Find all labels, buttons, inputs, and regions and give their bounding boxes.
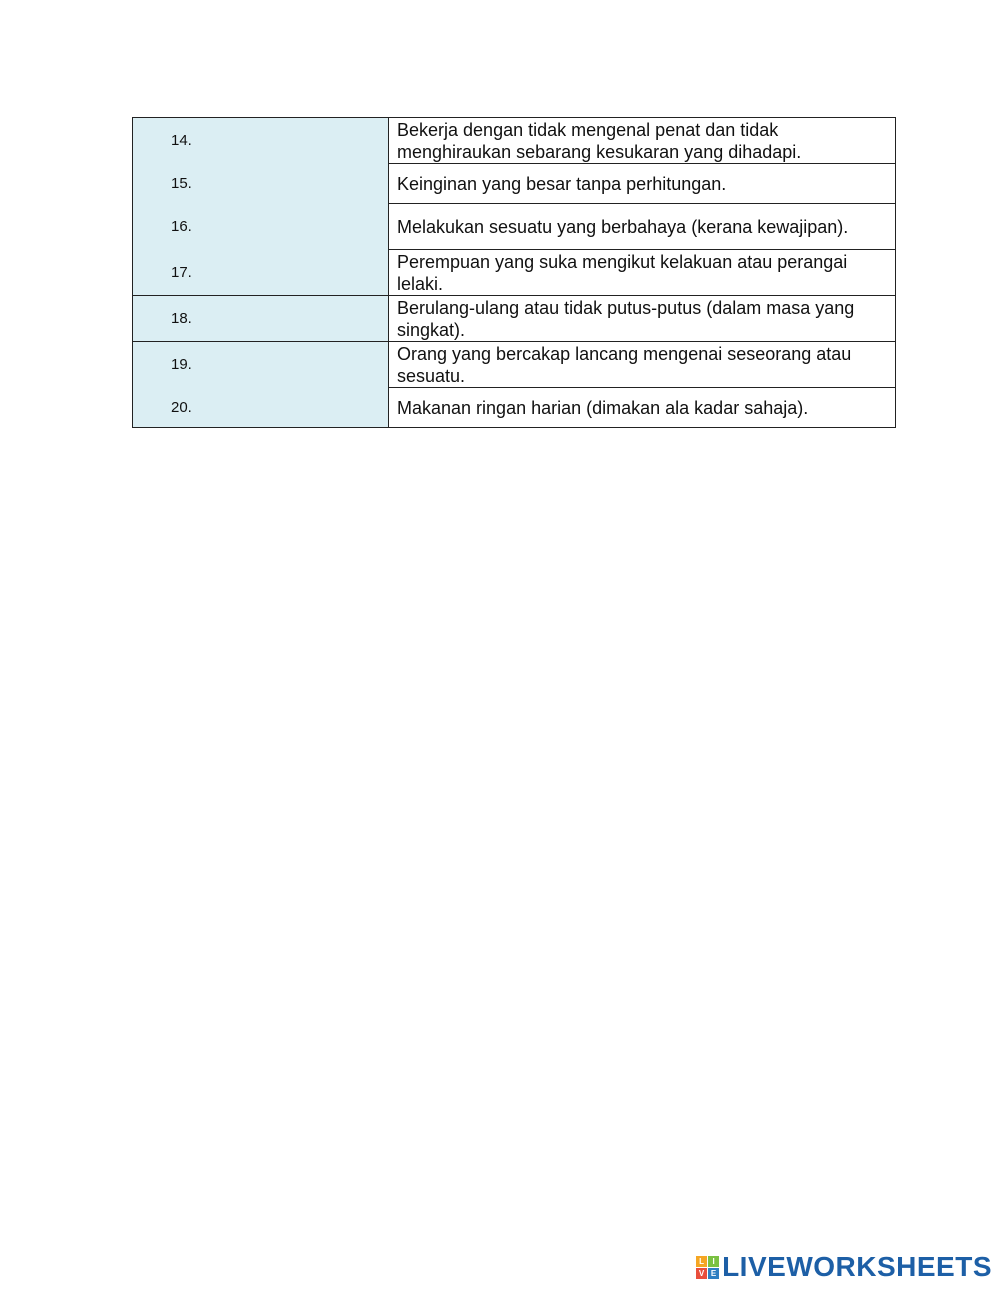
- item-definition: Bekerja dengan tidak mengenal penat dan tidak menghiraukan sebarang kesukaran yang dihadapi.: [389, 118, 896, 164]
- table-row: [133, 250, 896, 296]
- worksheet-table: [132, 117, 896, 428]
- item-number: 17.: [133, 250, 389, 296]
- item-number: 14.: [133, 118, 389, 164]
- item-definition: Makanan ringan harian (dimakan ala kadar sahaja).: [389, 388, 896, 428]
- table-row: [133, 342, 896, 388]
- item-number: 20.: [133, 388, 389, 428]
- item-definition: Orang yang bercakap lancang mengenai seseorang atau sesuatu.: [389, 342, 896, 388]
- table-row: [133, 388, 896, 428]
- table-row: [133, 296, 896, 342]
- item-definition: Keinginan yang besar tanpa perhitungan.: [389, 164, 896, 204]
- liveworksheets-logo: [696, 1251, 992, 1283]
- table-row: [133, 118, 896, 164]
- table-row: [133, 204, 896, 250]
- logo-text: LIVEWORKSHEETS: [722, 1251, 992, 1282]
- item-definition: Berulang-ulang atau tidak putus-putus (dalam masa yang singkat).: [389, 296, 896, 342]
- logo-blocks-icon: L I V E: [696, 1256, 719, 1279]
- item-number: 15.: [133, 164, 389, 204]
- item-number: 19.: [133, 342, 389, 388]
- item-definition: Perempuan yang suka mengikut kelakuan atau perangai lelaki.: [389, 250, 896, 296]
- item-number: 18.: [133, 296, 389, 342]
- item-definition: Melakukan sesuatu yang berbahaya (kerana kewajipan).: [389, 204, 896, 250]
- table-row: [133, 164, 896, 204]
- item-number: 16.: [133, 204, 389, 250]
